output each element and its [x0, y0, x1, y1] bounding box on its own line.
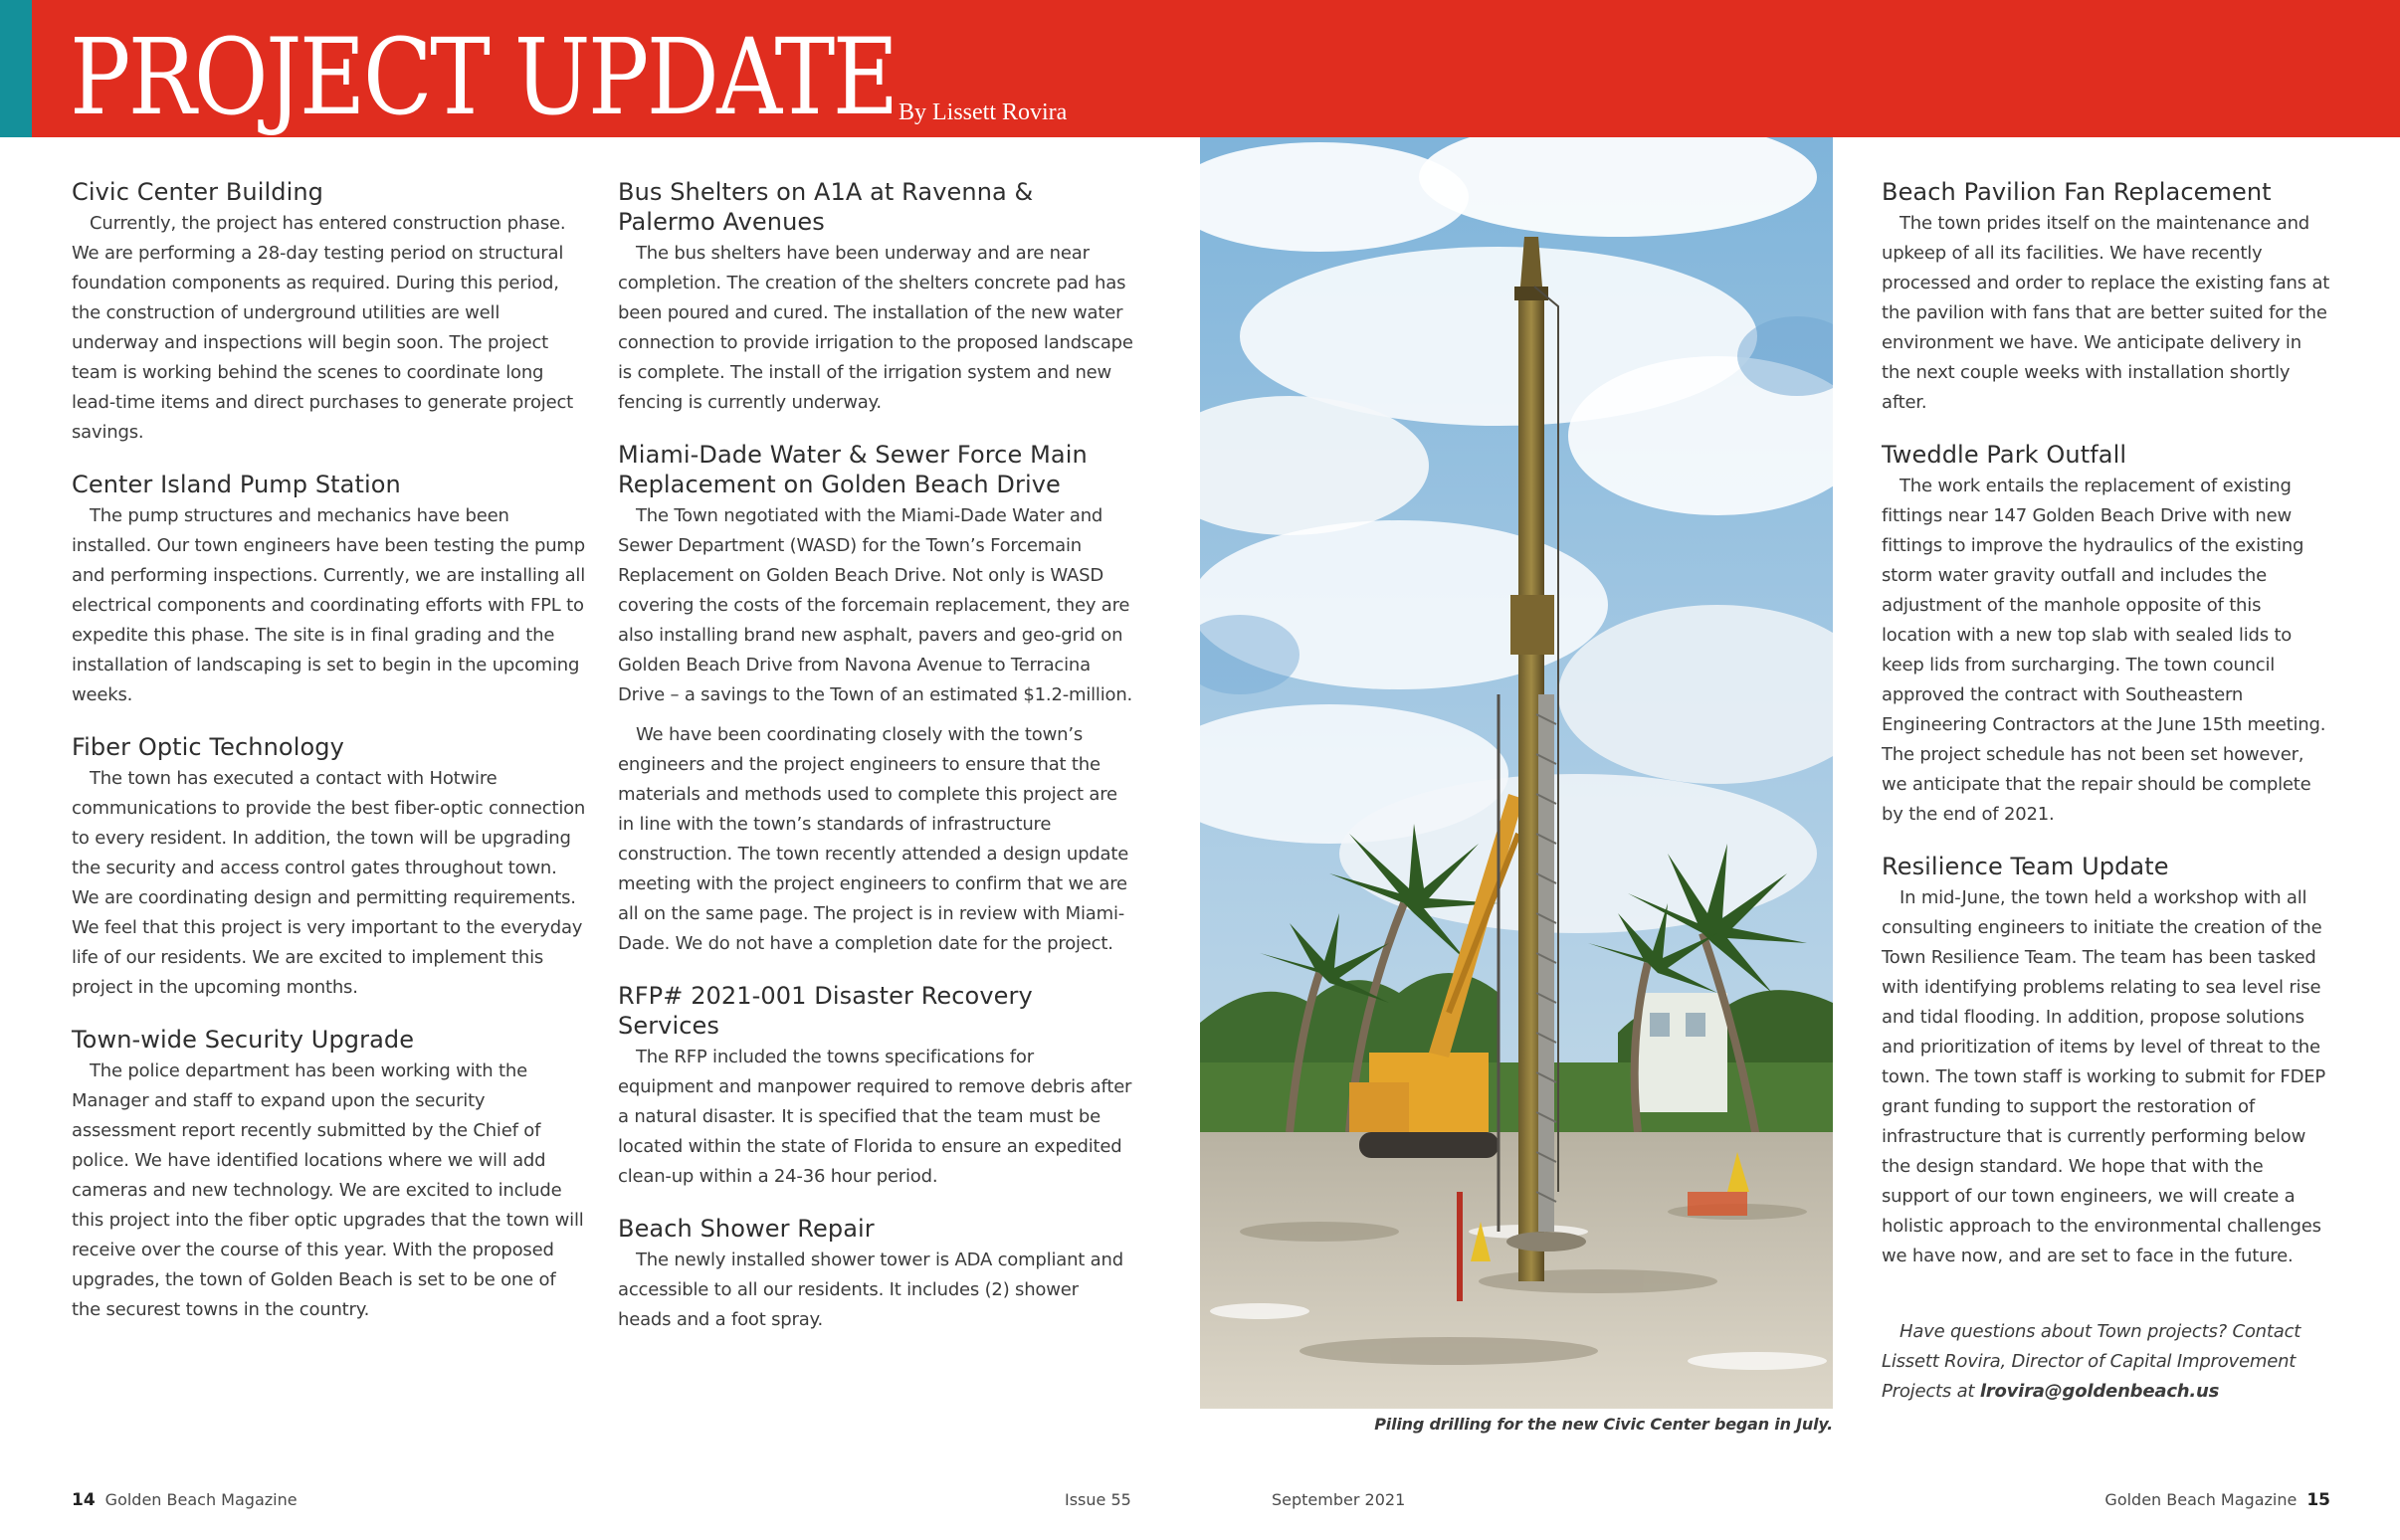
- column-2: [618, 177, 1133, 1357]
- footer-left: [72, 1490, 298, 1510]
- article-heading: Fiber Optic Technology: [72, 733, 344, 761]
- magazine-name-left: Golden Beach Magazine: [104, 1490, 298, 1509]
- article-body: The pump structures and mechanics have been installed. Our town engineers have been testing the pump and performing inspections. Currently, we are installing all electrical components and coordinating efforts with FPL to expedite this phase. The site is in final grading and the installation of landscaping is set to begin in the upcoming weeks.: [72, 505, 586, 705]
- article-force-main: [618, 440, 1133, 959]
- article-heading: Tweddle Park Outfall: [1882, 441, 2127, 469]
- article-resilience-team: [1882, 852, 2334, 1271]
- article-heading: Center Island Pump Station: [72, 471, 401, 498]
- article-body: Currently, the project has entered construction phase. We are performing a 28-day testing period on structural foundation components as required. During this period, the construction of underground utilities are well underway and inspections will begin soon. The project team is working behind the scenes to coordinate long lead-time items and direct purchases to generate project savings.: [72, 213, 574, 443]
- page-title: PROJECT UPDATE: [70, 16, 897, 138]
- article-beach-shower: [618, 1214, 1133, 1335]
- article-body: The police department has been working with the Manager and staff to expand upon the security assessment report recently submitted by the Chief of police. We have identified locations where we will add cameras and new technology. We are excited to include this project into the fiber optic upgrades that the town will receive over the course of this year. With the proposed upgrades, the town of Golden Beach is set to be one of the securest towns in the country.: [72, 1060, 584, 1320]
- magazine-name-right: Golden Beach Magazine: [2104, 1490, 2298, 1509]
- construction-photo: [1200, 137, 1833, 1409]
- article-body: We have been coordinating closely with the town’s engineers and the project engineers to ensure that the materials and methods used to complete this project are in line with the town’s standards of infrastructure construction. The town recently attended a design update meeting with the project engineers to confirm that we are all on the same page. The project is in review with Miami-Dade. We do not have a completion date for the project.: [618, 724, 1129, 954]
- header-accent-stripe: [0, 0, 32, 137]
- photo-caption: Piling drilling for the new Civic Center began in July.: [1374, 1415, 1833, 1434]
- article-bus-shelters: [618, 177, 1133, 418]
- page-number-right: 15: [2306, 1490, 2330, 1510]
- article-heading: RFP# 2021-001 Disaster Recovery Services: [618, 982, 1033, 1040]
- byline: By Lissett Rovira: [899, 99, 1068, 125]
- piling-rig-illustration: [1200, 137, 1833, 1409]
- article-disaster-recovery: [618, 981, 1133, 1192]
- page-number-left: 14: [72, 1490, 96, 1510]
- contact-note: [1882, 1317, 2334, 1407]
- article-heading: Resilience Team Update: [1882, 853, 2169, 880]
- footer-date: September 2021: [1272, 1490, 1406, 1509]
- article-pavilion-fans: [1882, 177, 2334, 418]
- article-body: The work entails the replacement of existing fittings near 147 Golden Beach Drive with new fittings to improve the hydraulics of the existing storm water gravity outfall and includes the adjustment of the manhole opposite of this location with a new top slab with sealed lids to keep lids from surcharging. The town council approved the contract with Southeastern Engineering Contractors at the June 15th meeting. The project schedule has not been set however, we anticipate that the repair should be complete by the end of 2021.: [1882, 476, 2326, 825]
- article-tweddle-park: [1882, 440, 2334, 830]
- article-body: The RFP included the towns specifications for equipment and manpower required to remove debris after a natural disaster. It is specified that the team must be located within the state of Florida to ensure an expedited clean-up within a 24-36 hour period.: [618, 1047, 1132, 1187]
- column-4: [1882, 177, 2334, 1407]
- article-heading: Beach Shower Repair: [618, 1215, 875, 1243]
- article-pump-station: [72, 470, 587, 710]
- article-heading: Bus Shelters on A1A at Ravenna & Palermo Avenues: [618, 178, 1034, 236]
- article-body: In mid-June, the town held a workshop with all consulting engineers to initiate the creation of the Town Resilience Team. The team has been tasked with identifying problems relating to sea level rise and tidal flooding. In addition, propose solutions and prioritization of items by level of threat to the town. The town staff is working to submit for FDEP grant funding to support the restoration of infrastructure that is currently performing below the design standard. We hope that with the support of our town engineers, we will create a holistic approach to the environmental challenges we have now, and are set to face in the future.: [1882, 887, 2326, 1266]
- article-body: The bus shelters have been underway and are near completion. The creation of the shelters concrete pad has been poured and cured. The installation of the new water connection to provide irrigation to the proposed landscape is complete. The install of the irrigation system and new fencing is currently underway.: [618, 243, 1133, 413]
- article-heading: Beach Pavilion Fan Replacement: [1882, 178, 2272, 206]
- contact-text: Have questions about Town projects? Contact Lissett Rovira, Director of Capital Improvement Projects at: [1882, 1321, 2301, 1402]
- article-fiber-optic: [72, 732, 587, 1003]
- article-body: The town has executed a contact with Hotwire communications to provide the best fiber-optic connection to every resident. In addition, the town will be upgrading the security and access control gates throughout town. We are coordinating design and permitting requirements. We feel that this project is very important to the everyday life of our residents. We are excited to implement this project in the upcoming months.: [72, 768, 586, 998]
- article-heading: Miami-Dade Water & Sewer Force Main Replacement on Golden Beach Drive: [618, 441, 1088, 498]
- contact-email-link[interactable]: lrovira@goldenbeach.us: [1979, 1381, 2220, 1402]
- article-heading: Civic Center Building: [72, 178, 323, 206]
- article-body: The Town negotiated with the Miami-Dade Water and Sewer Department (WASD) for the Town’s Forcemain Replacement on Golden Beach Drive. Not only is WASD covering the costs of the forcemain replacement, they are also installing brand new asphalt, pavers and geo-grid on Golden Beach Drive from Navona Avenue to Terracina Drive – a savings to the Town of an estimated $1.2-million.: [618, 505, 1133, 705]
- footer-issue: Issue 55: [1065, 1490, 1131, 1509]
- article-security-upgrade: [72, 1025, 587, 1325]
- column-1: [72, 177, 587, 1347]
- article-body: The town prides itself on the maintenance and upkeep of all its facilities. We have recently processed and order to replace the existing fans at the pavilion with fans that are better suited for the environment we have. We anticipate delivery in the next couple weeks with installation shortly after.: [1882, 213, 2330, 413]
- article-heading: Town-wide Security Upgrade: [72, 1026, 415, 1054]
- article-civic-center: [72, 177, 587, 448]
- article-body: The newly installed shower tower is ADA compliant and accessible to all our residents. It includes (2) shower heads and a foot spray.: [618, 1250, 1123, 1330]
- footer-right: [2104, 1490, 2330, 1510]
